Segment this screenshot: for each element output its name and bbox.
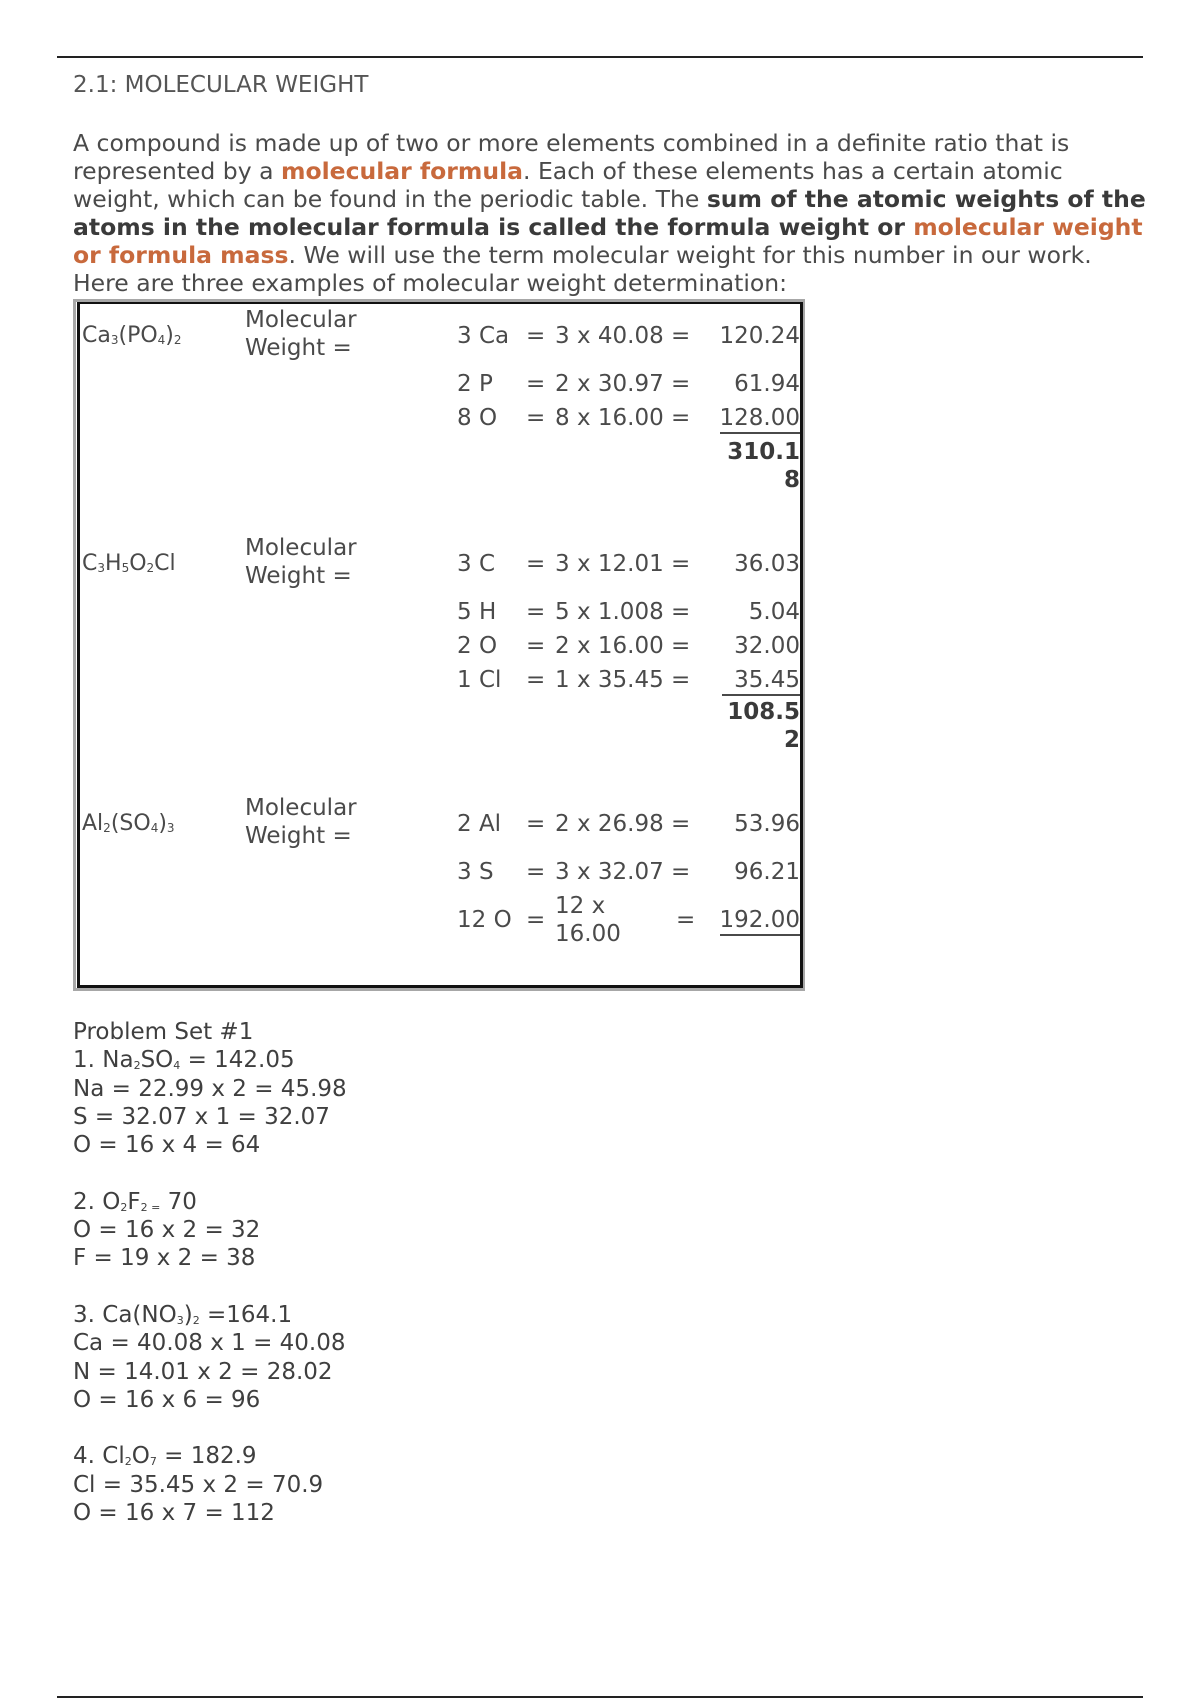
- formula-text: (PO: [118, 323, 158, 348]
- molecular-weight-label: Molecular Weight =: [245, 535, 357, 589]
- intro-text-2: . Each of these elements has a certain atomic weight, which can be found in the periodic table. The: [73, 157, 1063, 213]
- problem-step: O = 16 x 4 = 64: [73, 1132, 261, 1159]
- problem-heading: [73, 1046, 347, 1074]
- molecular-weight-label: Molecular Weight =: [245, 307, 357, 361]
- weight-value: 35.45: [722, 666, 800, 696]
- formula-text: ): [158, 811, 167, 836]
- formula-text: H: [105, 551, 122, 576]
- spacer: [73, 1273, 347, 1301]
- formula-subscript: 5: [121, 561, 130, 575]
- spacer: [73, 1414, 347, 1442]
- formula-subscript: 2: [120, 1200, 128, 1214]
- atom-count: 3 S: [457, 859, 494, 885]
- equals-sign: =: [526, 371, 546, 397]
- formula-subscript: 2: [133, 1059, 141, 1073]
- formula-subscript: 2: [192, 1313, 200, 1327]
- atom-count: 2 O: [457, 633, 498, 659]
- formula-text: 3. Ca(NO: [73, 1301, 177, 1328]
- formula-text: 4. Cl: [73, 1443, 125, 1470]
- equals-sign: =: [526, 667, 546, 693]
- problem-step: Na = 22.99 x 2 = 45.98: [73, 1075, 347, 1102]
- formula-text: Al: [82, 811, 104, 836]
- weight-value: 5.04: [748, 599, 800, 625]
- weight-calculation: 12 x 16.00: [555, 893, 621, 947]
- weight-calculation: 2 x 30.97 =: [555, 371, 691, 397]
- formula-subscript: 2: [124, 1455, 132, 1469]
- weight-value: 36.03: [734, 551, 800, 577]
- problem-step: N = 14.01 x 2 = 28.02: [73, 1358, 333, 1385]
- formula-subscript: 3: [97, 561, 106, 575]
- weight-calculation: 3 x 32.07 =: [555, 859, 691, 885]
- problem-step: F = 19 x 2 = 38: [73, 1245, 256, 1272]
- example-formula: [82, 550, 176, 582]
- equals-sign: =: [526, 907, 546, 933]
- spacer: [73, 1159, 347, 1187]
- formula-subscript: 3: [176, 1313, 184, 1327]
- weight-calculation: 2 x 26.98 =: [555, 811, 691, 837]
- formula-text: Ca: [82, 323, 111, 348]
- weight-value: 192.00: [720, 906, 800, 936]
- weight-calculation: 2 x 16.00 =: [555, 633, 691, 659]
- problem-heading: [73, 1188, 347, 1216]
- weight-calculation: 3 x 12.01 =: [555, 551, 691, 577]
- problem-set-title: Problem Set #1: [73, 1019, 254, 1045]
- problem-step: O = 16 x 7 = 112: [73, 1500, 275, 1527]
- weight-value: 61.94: [734, 371, 800, 397]
- problem-heading: [73, 1442, 347, 1470]
- formula-subscript: 3: [166, 821, 175, 835]
- weight-calculation: 3 x 40.08 =: [555, 323, 691, 349]
- atom-count: 2 P: [457, 371, 493, 397]
- formula-text: =164.1: [199, 1301, 293, 1328]
- equals-sign: =: [526, 811, 546, 837]
- formula-subscript: 7: [149, 1455, 157, 1469]
- problem-step: Ca = 40.08 x 1 = 40.08: [73, 1330, 346, 1357]
- formula-subscript: 4: [150, 821, 159, 835]
- equals-sign: =: [526, 859, 546, 885]
- formula-subscript: 2: [103, 821, 111, 835]
- formula-text: ): [183, 1301, 193, 1328]
- weight-value: 128.00: [720, 404, 800, 434]
- top-rule: [57, 56, 1143, 58]
- atom-count: 5 H: [457, 599, 497, 625]
- formula-text: C: [82, 551, 98, 576]
- equals-sign: =: [526, 599, 546, 625]
- problem-heading: [73, 1301, 347, 1329]
- formula-text: O: [129, 551, 147, 576]
- formula-text: (SO: [110, 811, 151, 836]
- intro-text-3: . We will use the term molecular weight for this number in our work. Here are three examples of molecular weight determination:: [73, 241, 1092, 297]
- bottom-rule: [57, 1696, 1143, 1698]
- total-value-wrap: 2: [783, 727, 800, 753]
- problem-step: Cl = 35.45 x 2 = 70.9: [73, 1471, 324, 1498]
- atom-count: 3 C: [457, 551, 496, 577]
- atom-count: 2 Al: [457, 811, 502, 837]
- problem-step: S = 32.07 x 1 = 32.07: [73, 1103, 330, 1130]
- atom-count: 3 Ca: [457, 323, 510, 349]
- weight-calculation: 8 x 16.00 =: [555, 405, 691, 431]
- equals-sign: =: [526, 405, 546, 431]
- problem-step: O = 16 x 2 = 32: [73, 1217, 261, 1244]
- intro-bold-definition: sum of the atomic weights of the atoms in the molecular formula is called the formula weight or: [73, 185, 1146, 241]
- formula-text: SO: [140, 1047, 174, 1074]
- section-title: 2.1: MOLECULAR WEIGHT: [73, 72, 369, 98]
- molecular-weight-label: Molecular Weight =: [245, 795, 357, 849]
- examples-table: [77, 302, 803, 988]
- formula-text: 70: [160, 1188, 197, 1215]
- total-value: 108.5: [727, 699, 800, 725]
- atom-count: 1 Cl: [457, 667, 502, 693]
- total-value-wrap: 8: [783, 467, 800, 493]
- formula-text: Cl: [154, 551, 176, 576]
- formula-subscript: 4: [173, 1059, 181, 1073]
- formula-text: F: [127, 1188, 141, 1215]
- equals-sign: =: [526, 551, 546, 577]
- total-value: 310.1: [727, 439, 800, 465]
- weight-value: 120.24: [719, 323, 800, 349]
- equals-sign: =: [526, 323, 546, 349]
- formula-subscript: 2 =: [140, 1200, 161, 1214]
- formula-subscript: 4: [157, 333, 166, 347]
- weight-calculation: 5 x 1.008 =: [555, 599, 691, 625]
- problem-set: [73, 1018, 347, 1527]
- formula-text: = 182.9: [156, 1443, 257, 1470]
- formula-subscript: 2: [173, 333, 182, 347]
- weight-value: 96.21: [734, 859, 800, 885]
- problem-step: O = 16 x 6 = 96: [73, 1386, 261, 1413]
- weight-value: 53.96: [734, 811, 800, 837]
- formula-text: 1. Na: [73, 1047, 134, 1074]
- weight-calculation: 1 x 35.45 =: [555, 667, 691, 693]
- atom-count: 12 O: [457, 907, 512, 933]
- keyword-molecular-weight: molecular weight or formula mass: [73, 213, 1143, 269]
- formula-text: O: [131, 1443, 150, 1470]
- weight-value: 32.00: [734, 633, 800, 659]
- formula-text: = 142.05: [180, 1047, 295, 1074]
- equals-sign: =: [526, 633, 546, 659]
- intro-text-1: A compound is made up of two or more elements combined in a definite ratio that is represented by a: [73, 129, 1070, 185]
- keyword-molecular-formula: molecular formula: [280, 157, 524, 185]
- example-formula: [82, 322, 182, 354]
- equals-sign: =: [676, 907, 696, 933]
- formula-subscript: 3: [110, 333, 119, 347]
- formula-text: ): [165, 323, 174, 348]
- formula-text: 2. O: [73, 1188, 121, 1215]
- intro-paragraph: [73, 129, 1153, 297]
- formula-subscript: 2: [146, 561, 155, 575]
- example-formula: [82, 810, 175, 842]
- atom-count: 8 O: [457, 405, 498, 431]
